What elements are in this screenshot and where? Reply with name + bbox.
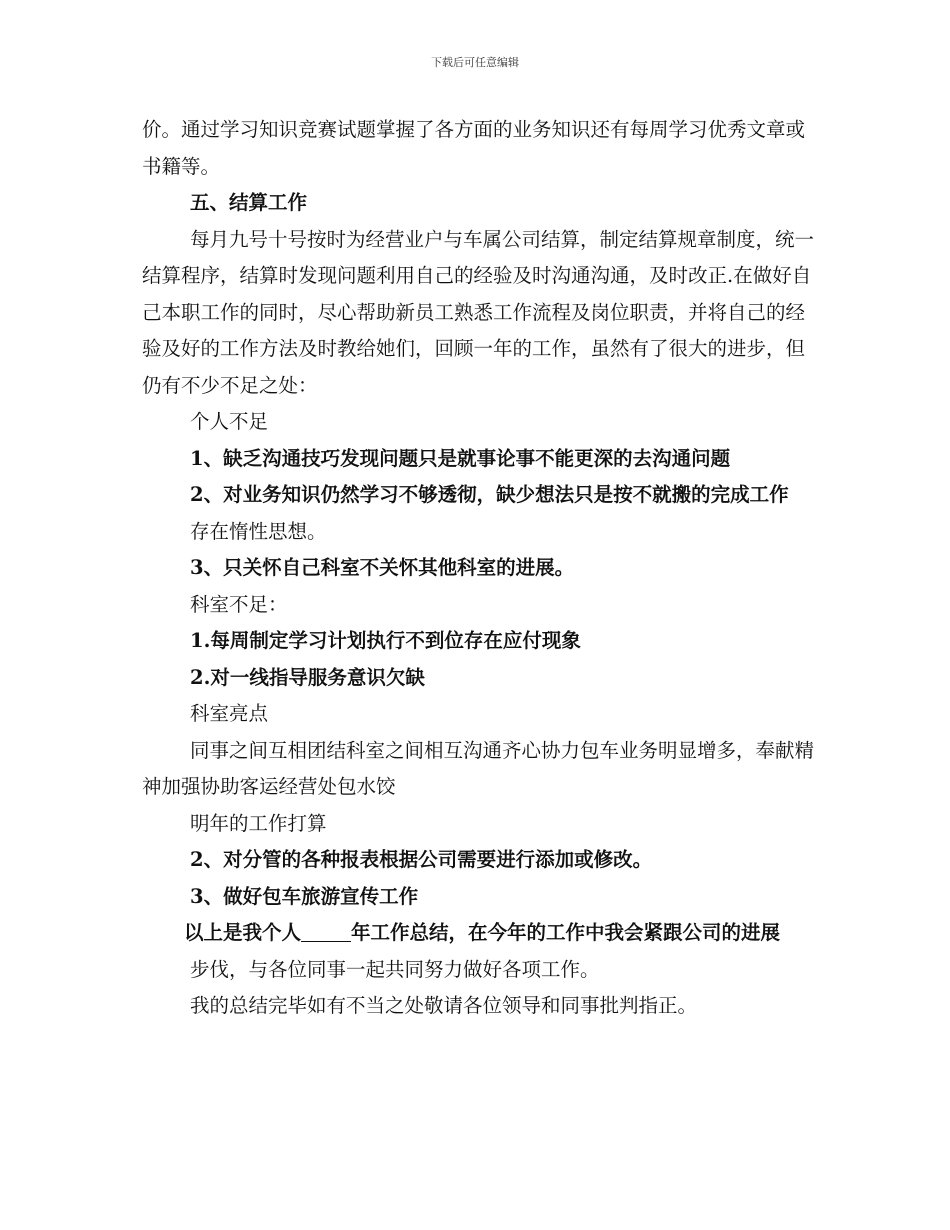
list-item: 1、缺乏沟通技巧发现问题只是就事论事不能更深的去沟通问题: [190, 446, 731, 470]
subheading: 科室亮点: [190, 702, 269, 725]
paragraph: 我的总结完毕如有不当之处敬请各位领导和同事批判指正。: [190, 994, 698, 1017]
subheading: 科室不足：: [190, 592, 288, 616]
paragraph: 存在惰性思想。: [190, 519, 327, 543]
summary-before: 以上是我个人: [183, 921, 301, 944]
list-item: 2、对业务知识仍然学习不够透彻，缺少想法只是按不就搬的完成工作: [190, 483, 789, 506]
paragraph: 同事之间互相团结科室之间相互沟通齐心协力包车业务明显增多，奉献精神加强协助客运经营处包水饺: [142, 738, 815, 798]
paragraph: 步伐，与各位同事一起共同努力做好各项工作。: [190, 957, 600, 981]
list-item: 1.每周制定学习计划执行不到位存在应付现象: [190, 629, 581, 652]
blank-underline: [301, 922, 351, 943]
document-body: [142, 112, 822, 1025]
list-item: 3、做好包车旅游宣传工作: [190, 884, 419, 908]
page-header: 下载后可任意编辑: [431, 56, 519, 69]
summary-line: [142, 915, 822, 952]
paragraph: 每月九号十号按时为经营业户与车属公司结算，制定结算规章制度，统一结算程序，结算时发现问题利用自己的经验及时沟通沟通，及时改正.在做好自己本职工作的同时，尽心帮助新员工熟悉工作流程及岗位职责，并将自己的经验及好的工作方法及时教给她们，回顾一年的工作，虽然有了很大的进步，但仍有不少不足之处：: [142, 227, 815, 397]
section-heading: 五、结算工作: [190, 191, 308, 214]
list-item: 2.对一线指导服务意识欠缺: [190, 665, 425, 689]
subheading: 明年的工作打算: [190, 811, 327, 835]
paragraph: 价。通过学习知识竞赛试题掌握了各方面的业务知识还有每周学习优秀文章或书籍等。: [142, 118, 806, 178]
list-item: 3、只关怀自己科室不关怀其他科室的进展。: [190, 556, 575, 579]
summary-after: 年工作总结，在今年的工作中我会紧跟公司的进展: [351, 921, 781, 944]
list-item: 2、对分管的各种报表根据公司需要进行添加或修改。: [190, 848, 653, 871]
subheading: 个人不足: [190, 410, 269, 433]
